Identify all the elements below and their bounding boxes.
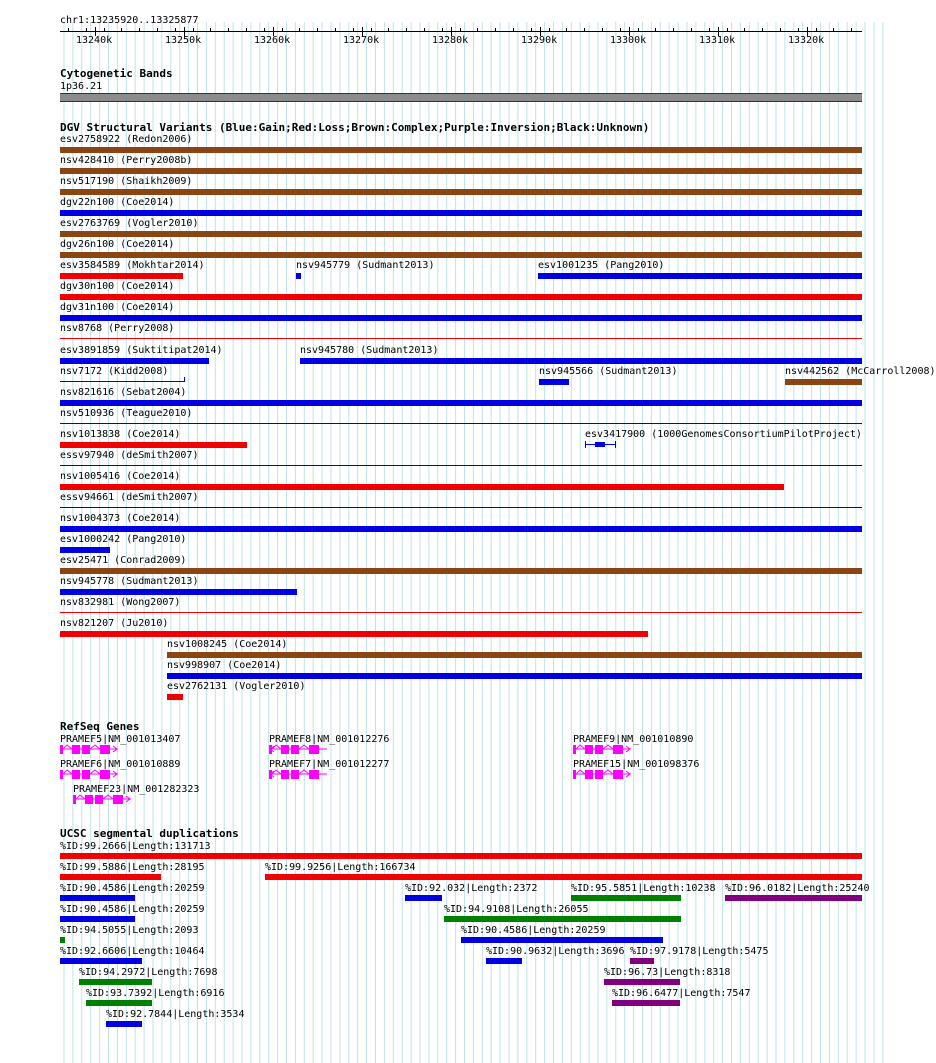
dgv-feature-bar[interactable]	[60, 547, 110, 553]
dgv-feature-label: nsv442562 (McCarroll2008)	[785, 366, 936, 377]
segdup-label: %ID:96.73|Length:8318	[604, 967, 731, 978]
dgv-feature-label: dgv31n100 (Coe2014)	[60, 302, 175, 313]
ruler-minor-tick	[727, 28, 728, 32]
dgv-feature-bar[interactable]	[60, 189, 862, 195]
segdup-label: %ID:94.5055|Length:2093	[60, 925, 199, 936]
dgv-feature-bar[interactable]	[60, 210, 862, 216]
ruler-minor-tick	[210, 28, 211, 32]
dgv-feature-label: esv1000242 (Pang2010)	[60, 534, 187, 545]
dgv-feature-bar[interactable]	[60, 252, 862, 258]
dgv-feature-bar[interactable]	[60, 568, 862, 574]
ruler-minor-tick	[193, 28, 194, 32]
dgv-feature-label: nsv1004373 (Coe2014)	[60, 513, 181, 524]
dgv-feature-bar[interactable]	[539, 379, 569, 385]
dgv-feature-bar[interactable]	[167, 652, 862, 658]
refseq-gene-label: PRAMEF23|NM_001282323	[73, 784, 200, 795]
dgv-feature-bar[interactable]	[60, 358, 209, 364]
ruler-minor-tick	[816, 28, 817, 32]
segdup-label: %ID:94.2972|Length:7698	[79, 967, 218, 978]
ruler-minor-tick	[264, 28, 265, 32]
dgv-feature-label: dgv30n100 (Coe2014)	[60, 281, 175, 292]
ruler-minor-tick	[709, 28, 710, 32]
refseq-intron	[63, 770, 72, 774]
segdup-label: %ID:99.9256|Length:166734	[265, 862, 416, 873]
dgv-feature-label: esv25471 (Conrad2009)	[60, 555, 187, 566]
segdup-bar[interactable]	[86, 1000, 152, 1006]
dgv-feature-label: nsv945779 (Sudmant2013)	[296, 260, 435, 271]
segdup-label: %ID:99.5886|Length:28195	[60, 862, 205, 873]
dgv-feature-bar[interactable]	[60, 381, 185, 382]
segdup-label: %ID:96.6477|Length:7547	[612, 988, 751, 999]
refseq-intron	[299, 745, 309, 749]
dgv-feature-label: nsv428410 (Perry2008b)	[60, 155, 193, 166]
segdup-bar[interactable]	[571, 895, 681, 901]
dgv-feature-bar[interactable]	[60, 631, 648, 637]
ruler-minor-tick	[744, 28, 745, 32]
cytoband-track-title[interactable]: Cytogenetic Bands	[60, 67, 173, 80]
ruler-minor-tick	[228, 28, 229, 32]
refseq-gene-label: PRAMEF6|NM_001010889	[60, 759, 181, 770]
dgv-feature-label: nsv945566 (Sudmant2013)	[539, 366, 678, 377]
ruler-tick-label: 13240k	[76, 35, 113, 46]
dgv-feature-bar[interactable]	[60, 294, 862, 300]
dgv-feature-label: esv3417900 (1000GenomesConsortiumPilotProject)	[585, 429, 862, 440]
segdup-bar[interactable]	[265, 874, 862, 880]
ruler-minor-tick	[513, 28, 514, 32]
ruler-minor-tick	[282, 28, 283, 32]
dgv-feature-bar[interactable]	[60, 526, 862, 532]
segdup-label: %ID:93.7392|Length:6916	[86, 988, 225, 999]
refseq-intron	[76, 795, 85, 799]
dgv-feature-bar[interactable]	[60, 168, 862, 174]
ruler-tick-label: 13260k	[254, 35, 291, 46]
refseq-intron	[576, 770, 585, 774]
ruler-minor-tick	[495, 28, 496, 32]
refseq-intron	[63, 745, 72, 749]
dgv-feature-label: nsv8768 (Perry2008)	[60, 323, 175, 334]
dgv-feature-label: esv2763769 (Vogler2010)	[60, 218, 199, 229]
segdup-bar[interactable]	[604, 979, 680, 985]
ruler-minor-tick	[833, 28, 834, 32]
ruler-minor-tick	[335, 28, 336, 32]
ruler-minor-tick	[780, 28, 781, 32]
refseq-gene-model[interactable]	[573, 769, 643, 781]
dgv-feature-label: nsv1013838 (Coe2014)	[60, 429, 181, 440]
dgv-feature-bar[interactable]	[60, 338, 862, 339]
refseq-gene-model[interactable]	[269, 744, 339, 756]
dgv-feature-label: nsv7172 (Kidd2008)	[60, 366, 169, 377]
dgv-feature-label: nsv945780 (Sudmant2013)	[300, 345, 439, 356]
ruler-minor-tick	[531, 28, 532, 32]
ruler-minor-tick	[442, 28, 443, 32]
ruler-minor-tick	[86, 28, 87, 32]
segdup-track-title[interactable]: UCSC segmental duplications	[60, 827, 239, 840]
segdup-bar[interactable]	[60, 895, 135, 901]
dgv-feature-bar[interactable]	[60, 484, 784, 490]
dgv-feature-bar[interactable]	[60, 231, 862, 237]
ruler-minor-tick	[246, 28, 247, 32]
ruler-tick-label: 13280k	[432, 35, 469, 46]
ruler-minor-tick	[388, 28, 389, 32]
dgv-feature-bar[interactable]	[60, 465, 862, 466]
refseq-gene-label: PRAMEF5|NM_001013407	[60, 734, 181, 745]
ruler-tick-label: 13320k	[788, 35, 825, 46]
dgv-feature-bar[interactable]	[296, 273, 301, 279]
ruler-minor-tick	[762, 28, 763, 32]
segdup-bar[interactable]	[60, 853, 862, 859]
dgv-feature-bar[interactable]	[167, 694, 183, 700]
ruler-minor-tick	[121, 28, 122, 32]
ruler-minor-tick	[638, 28, 639, 32]
cytoband-bar[interactable]	[60, 93, 862, 102]
ruler-tick-label: 13250k	[165, 35, 202, 46]
dgv-feature-label: nsv998907 (Coe2014)	[167, 660, 282, 671]
dgv-feature-label: nsv821616 (Sebat2004)	[60, 387, 187, 398]
dgv-feature-bar[interactable]	[538, 273, 862, 279]
ruler-minor-tick	[460, 28, 461, 32]
ruler-minor-tick	[104, 28, 105, 32]
cytoband-label: 1p36.21	[60, 81, 103, 92]
dgv-feature-bar[interactable]	[60, 612, 862, 613]
segdup-bar[interactable]	[60, 874, 161, 880]
refseq-intron	[576, 745, 585, 749]
dgv-feature-bar[interactable]	[60, 589, 297, 595]
dgv-feature-label: nsv821207 (Ju2010)	[60, 618, 169, 629]
ruler-minor-tick	[673, 28, 674, 32]
ruler-axis	[60, 31, 862, 32]
refseq-intron	[90, 770, 100, 774]
segdup-bar[interactable]	[60, 958, 142, 964]
segdup-bar[interactable]	[461, 937, 663, 943]
ruler-minor-tick	[424, 28, 425, 32]
ruler-minor-tick	[549, 28, 550, 32]
ruler-tick-label: 13310k	[699, 35, 736, 46]
segdup-label: %ID:94.9108|Length:26055	[444, 904, 589, 915]
segdup-label: %ID:90.4586|Length:20259	[60, 883, 205, 894]
segdup-bar[interactable]	[60, 916, 135, 922]
dgv-feature-label: essv97940 (deSmith2007)	[60, 450, 199, 461]
ruler-tick-label: 13290k	[521, 35, 558, 46]
dgv-feature-bar[interactable]	[60, 147, 862, 153]
dgv-feature-bar[interactable]	[60, 315, 862, 321]
segdup-label: %ID:90.4586|Length:20259	[461, 925, 606, 936]
refseq-intron	[299, 770, 309, 774]
dgv-feature-label: nsv510936 (Teague2010)	[60, 408, 193, 419]
segdup-bar[interactable]	[444, 916, 681, 922]
segdup-label: %ID:90.4586|Length:20259	[60, 904, 205, 915]
ruler-minor-tick	[798, 28, 799, 32]
ruler-minor-tick	[566, 28, 567, 32]
dgv-feature-bar[interactable]	[300, 358, 862, 364]
refseq-gene-label: PRAMEF15|NM_001098376	[573, 759, 700, 770]
ruler-minor-tick	[620, 28, 621, 32]
segdup-label: %ID:95.5851|Length:10238	[571, 883, 716, 894]
ruler-position: chr1:13235920..13325877	[60, 15, 199, 26]
ruler-minor-tick	[371, 28, 372, 32]
ruler-minor-tick	[477, 28, 478, 32]
dgv-feature-bar[interactable]	[60, 400, 862, 406]
refseq-gene-model[interactable]	[269, 769, 339, 781]
dgv-feature-tick	[184, 377, 185, 382]
refseq-gene-label: PRAMEF9|NM_001010890	[573, 734, 694, 745]
ruler-minor-tick	[584, 28, 585, 32]
refseq-gene-model[interactable]	[73, 794, 143, 806]
segdup-bar[interactable]	[60, 937, 65, 943]
refseq-intron	[103, 795, 113, 799]
dgv-feature-label: nsv832981 (Wong2007)	[60, 597, 181, 608]
ruler-minor-tick	[139, 28, 140, 32]
dgv-feature-label: esv1001235 (Pang2010)	[538, 260, 665, 271]
segdup-label: %ID:92.032|Length:2372	[405, 883, 538, 894]
refseq-gene-model[interactable]	[573, 744, 643, 756]
ruler-tick-label: 13270k	[343, 35, 380, 46]
dgv-feature-label: esv2758922 (Redon2006)	[60, 134, 193, 145]
refseq-track-title[interactable]: RefSeq Genes	[60, 720, 140, 733]
segdup-label: %ID:90.9632|Length:3696	[486, 946, 625, 957]
segdup-label: %ID:99.2666|Length:131713	[60, 841, 211, 852]
ruler-minor-tick	[157, 28, 158, 32]
dgv-feature-block[interactable]	[595, 442, 605, 447]
segdup-label: %ID:97.9178|Length:5475	[630, 946, 769, 957]
dgv-feature-label: esv3584589 (Mokhtar2014)	[60, 260, 205, 271]
segdup-label: %ID:92.6606|Length:10464	[60, 946, 205, 957]
dgv-feature-tick[interactable]	[585, 441, 586, 448]
dgv-feature-bar[interactable]	[60, 273, 183, 279]
segdup-label: %ID:96.0182|Length:25240	[725, 883, 870, 894]
ruler-minor-tick	[175, 28, 176, 32]
dgv-feature-bar[interactable]	[60, 442, 247, 448]
segdup-bar[interactable]	[486, 958, 522, 964]
segdup-bar[interactable]	[612, 1000, 680, 1006]
dgv-feature-bar[interactable]	[167, 673, 862, 679]
dgv-feature-label: nsv945778 (Sudmant2013)	[60, 576, 199, 587]
refseq-intron	[603, 745, 613, 749]
dgv-track-title[interactable]: DGV Structural Variants (Blue:Gain;Red:Loss;Brown:Complex;Purple:Inversion;Black:Unknown)	[60, 121, 650, 134]
refseq-gene-model[interactable]	[60, 744, 130, 756]
ruler-minor-tick	[406, 28, 407, 32]
dgv-feature-label: dgv22n100 (Coe2014)	[60, 197, 175, 208]
refseq-intron	[90, 745, 100, 749]
dgv-feature-label: essv94661 (deSmith2007)	[60, 492, 199, 503]
segdup-bar[interactable]	[630, 958, 654, 964]
ruler-minor-tick	[851, 28, 852, 32]
dgv-feature-label: nsv1008245 (Coe2014)	[167, 639, 288, 650]
refseq-gene-model[interactable]	[60, 769, 130, 781]
dgv-feature-label: nsv1005416 (Coe2014)	[60, 471, 181, 482]
dgv-feature-bar[interactable]	[60, 423, 862, 424]
segdup-bar[interactable]	[405, 895, 442, 901]
ruler-minor-tick	[299, 28, 300, 32]
segdup-bar[interactable]	[725, 895, 862, 901]
segdup-bar[interactable]	[79, 979, 152, 985]
segdup-label: %ID:92.7844|Length:3534	[106, 1009, 245, 1020]
ruler-minor-tick	[655, 28, 656, 32]
ruler-minor-tick	[68, 28, 69, 32]
segdup-bar[interactable]	[106, 1021, 142, 1027]
dgv-feature-label: esv3891859 (Suktitipat2014)	[60, 345, 223, 356]
ruler-minor-tick	[691, 28, 692, 32]
refseq-gene-label: PRAMEF8|NM_001012276	[269, 734, 390, 745]
refseq-gene-label: PRAMEF7|NM_001012277	[269, 759, 390, 770]
dgv-feature-label: nsv517190 (Shaikh2009)	[60, 176, 193, 187]
dgv-feature-bar[interactable]	[60, 507, 862, 508]
dgv-feature-bar[interactable]	[785, 379, 862, 385]
ruler-minor-tick	[602, 28, 603, 32]
refseq-intron	[603, 770, 613, 774]
ruler-tick-label: 13300k	[610, 35, 647, 46]
dgv-feature-label: dgv26n100 (Coe2014)	[60, 239, 175, 250]
dgv-feature-label: esv2762131 (Vogler2010)	[167, 681, 306, 692]
ruler-minor-tick	[317, 28, 318, 32]
ruler-minor-tick	[353, 28, 354, 32]
dgv-feature-tick[interactable]	[615, 441, 616, 448]
